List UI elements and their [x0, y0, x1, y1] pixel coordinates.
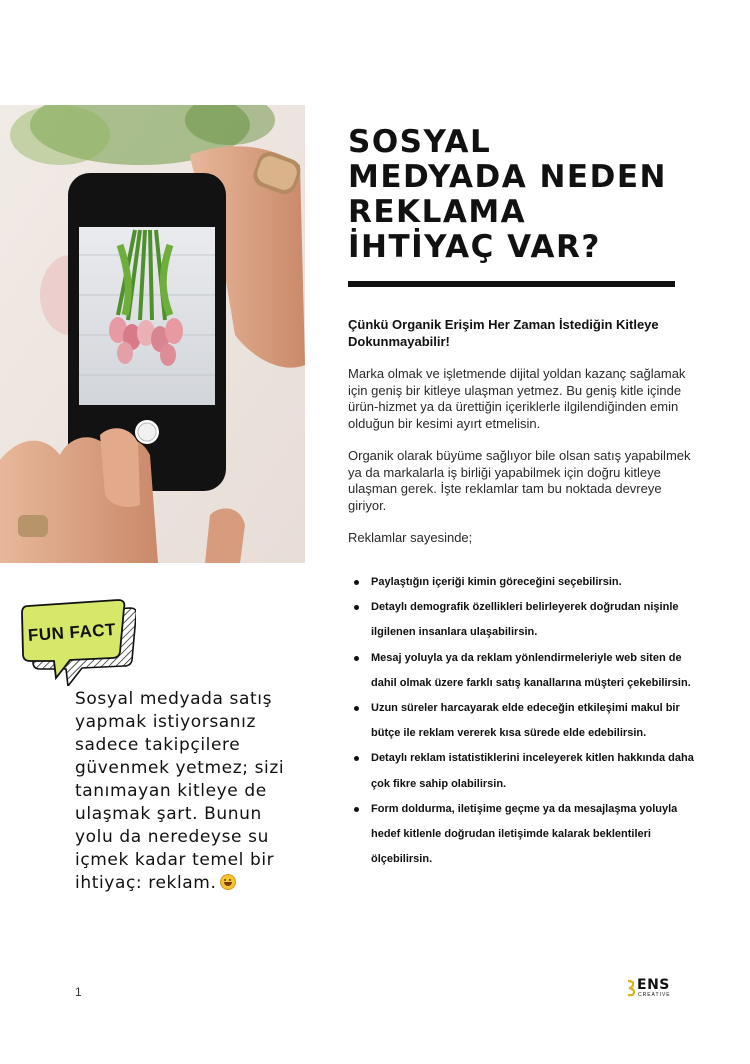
logo-subtitle: CREATIVE — [638, 992, 671, 998]
grinning-emoji-icon — [220, 874, 236, 890]
title-line: MEDYADA NEDEN — [348, 159, 667, 195]
fun-fact-badge — [18, 598, 136, 691]
hero-photo — [0, 105, 305, 563]
brand-logo — [626, 977, 676, 1001]
logo-mark-icon — [626, 979, 636, 997]
logo-name: ENS — [637, 977, 670, 993]
list-item: Uzun süreler harcayarak elde edeceğin etkileşimi makul bir bütçe ile reklam vererek kısa sürede elde edebilirsin. — [352, 696, 697, 746]
list-item: Mesaj yoluyla ya da reklam yönlendirmeleriyle web siten de dahil olmak üzere farklı satış kanallarına müşteri çekebilirsin. — [352, 646, 697, 696]
fun-fact-label: FUN FACT — [27, 619, 117, 646]
paragraph: Reklamlar sayesinde; — [348, 530, 473, 545]
title-line: İHTİYAÇ VAR? — [348, 229, 601, 265]
page-number: 1 — [75, 985, 82, 999]
title-line: REKLAMA — [348, 194, 527, 230]
page-title — [348, 125, 728, 265]
title-line: SOSYAL — [348, 124, 492, 160]
paragraph: Organik olarak büyüme sağlıyor bile olsan satış yapabilmek ya da markalarla iş birliği yapabilmek için doğru kitleye ulaşman gerek. İşte reklamlar tam bu noktada devreye giriyor. — [348, 448, 691, 513]
list-item: Detaylı demografik özellikleri belirleyerek doğrudan nişinle ilgilenen insanlara ulaşabilirsin. — [352, 595, 697, 645]
fun-fact-text: Sosyal medyada satış yapmak istiyorsanız sadece takipçilere güvenmek yetmez; sizi tanımayan kitleye de ulaşmak şart. Bunun yolu da neredeyse su içmek kadar temel bir ihtiyaç: reklam. — [75, 689, 285, 893]
body-text — [348, 317, 693, 563]
benefit-list — [352, 570, 697, 872]
list-item: Paylaştığın içeriği kimin göreceğini seçebilirsin. — [352, 570, 697, 595]
list-item: Detaylı reklam istatistiklerini inceleyerek kitlen hakkında daha çok fikre sahip olabilirsin. — [352, 746, 697, 796]
list-item: Form doldurma, iletişime geçme ya da mesajlaşma yoluyla hedef kitlenle doğrudan iletişimde kalarak beklentileri ölçebilirsin. — [352, 797, 697, 873]
lead-paragraph: Çünkü Organik Erişim Her Zaman İstediğin Kitleye Dokunmayabilir! — [348, 317, 659, 349]
title-divider — [348, 281, 675, 287]
paragraph: Marka olmak ve işletmende dijital yoldan kazanç sağlamak için geniş bir kitleye ulaşman yetmez. Bu geniş kitle içinde ürün-hizmet ya da ürettiğin içeriklerle ilgilendiğinden emin olduğun bir kesimi ayırt etmelisin. — [348, 366, 686, 431]
